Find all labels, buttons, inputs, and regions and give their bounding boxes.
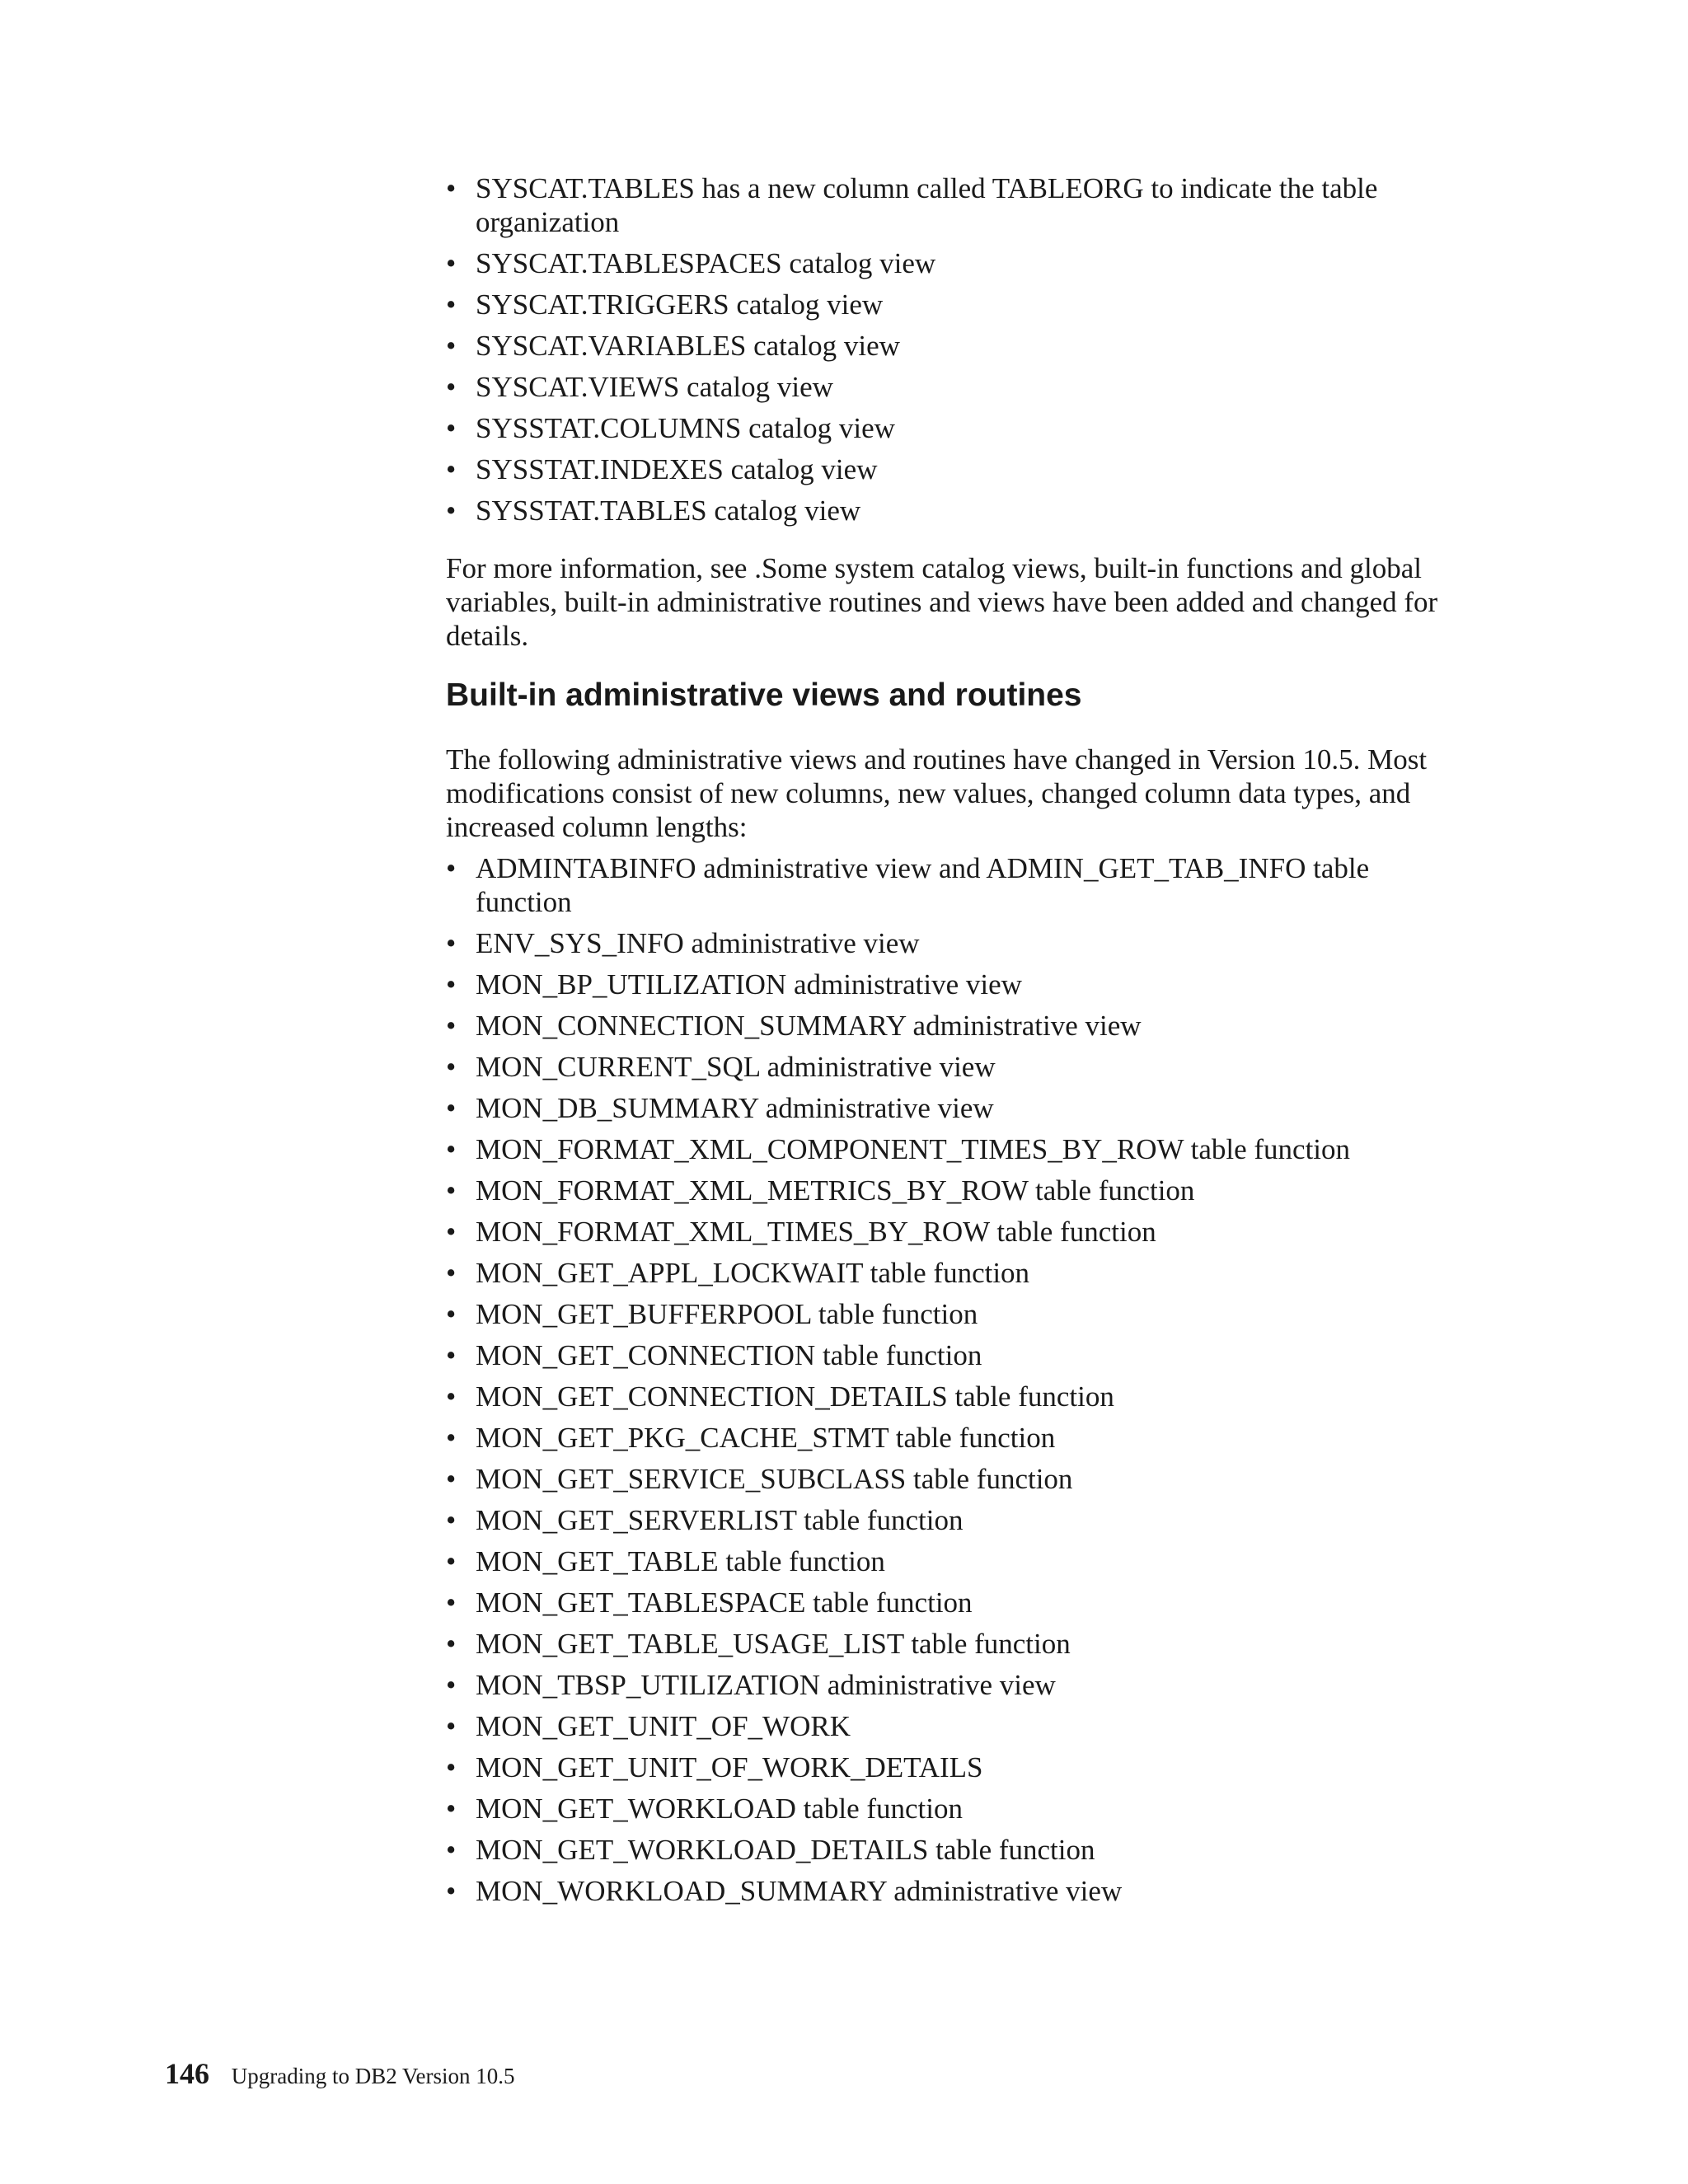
list-item-text: MON_CURRENT_SQL administrative view — [476, 1051, 996, 1083]
bullet-icon: • — [446, 927, 457, 959]
list-item — [446, 851, 1468, 919]
list-item-text: SYSCAT.TRIGGERS catalog view — [476, 288, 884, 321]
list-item — [446, 329, 1468, 363]
bullet-icon: • — [446, 288, 457, 321]
list-item-text: MON_GET_PKG_CACHE_STMT table function — [476, 1422, 1056, 1454]
list-item — [446, 1174, 1468, 1207]
bullet-icon: • — [446, 1545, 457, 1577]
list-item — [446, 1750, 1468, 1784]
list-item-text: MON_GET_TABLESPACE table function — [476, 1586, 973, 1619]
bullet-icon: • — [446, 371, 457, 403]
list-item-text: ADMINTABINFO administrative view and ADMIN_GET_TAB_INFO table function — [476, 852, 1370, 918]
admin-views-list — [446, 851, 1468, 1908]
bullet-icon: • — [446, 172, 457, 204]
bullet-icon: • — [446, 1051, 457, 1083]
list-item — [446, 171, 1468, 239]
bullet-icon: • — [446, 1257, 457, 1289]
bullet-icon: • — [446, 1628, 457, 1660]
list-item-text: MON_DB_SUMMARY administrative view — [476, 1092, 994, 1124]
bullet-icon: • — [446, 453, 457, 485]
bullet-icon: • — [446, 412, 457, 444]
list-item-text: MON_BP_UTILIZATION administrative view — [476, 968, 1022, 1001]
list-item — [446, 1050, 1468, 1084]
bullet-icon: • — [446, 1463, 457, 1495]
bullet-icon: • — [446, 1422, 457, 1454]
list-item-text: MON_GET_TABLE table function — [476, 1545, 885, 1577]
bullet-icon: • — [446, 1834, 457, 1866]
list-item — [446, 1091, 1468, 1125]
list-item-text: SYSCAT.VARIABLES catalog view — [476, 330, 900, 362]
list-item — [446, 1132, 1468, 1166]
bullet-icon: • — [446, 1875, 457, 1907]
bullet-icon: • — [446, 1710, 457, 1742]
bullet-icon: • — [446, 1010, 457, 1042]
list-item — [446, 246, 1468, 280]
list-item — [446, 1462, 1468, 1496]
bullet-icon: • — [446, 968, 457, 1001]
bullet-icon: • — [446, 1339, 457, 1371]
list-item — [446, 1380, 1468, 1413]
catalog-view-list — [446, 171, 1468, 527]
list-item-text: MON_GET_BUFFERPOOL table function — [476, 1298, 978, 1330]
list-item — [446, 1256, 1468, 1290]
list-item — [446, 968, 1468, 1001]
bullet-icon: • — [446, 1669, 457, 1701]
more-info-paragraph: For more information, see .Some system catalog views, built-in functions and global variables, built-in administrative routines and views have been added and changed for details. — [446, 552, 1438, 652]
list-item-text: MON_GET_SERVERLIST table function — [476, 1504, 964, 1536]
list-item-text: SYSSTAT.COLUMNS catalog view — [476, 412, 895, 444]
list-item-text: SYSSTAT.INDEXES catalog view — [476, 453, 878, 485]
list-item — [446, 1297, 1468, 1331]
list-item — [446, 1338, 1468, 1372]
list-item-text: MON_GET_UNIT_OF_WORK_DETAILS — [476, 1751, 983, 1783]
list-item-text: MON_GET_APPL_LOCKWAIT table function — [476, 1257, 1030, 1289]
list-item-text: MON_GET_WORKLOAD table function — [476, 1793, 964, 1825]
list-item — [446, 1215, 1468, 1249]
list-item-text: MON_GET_TABLE_USAGE_LIST table function — [476, 1628, 1071, 1660]
list-item — [446, 1544, 1468, 1578]
book-title: Upgrading to DB2 Version 10.5 — [231, 2064, 515, 2088]
list-item-text: MON_TBSP_UTILIZATION administrative view — [476, 1669, 1056, 1701]
list-item — [446, 926, 1468, 960]
page-body — [446, 171, 1468, 1915]
section-heading: Built-in administrative views and routines — [446, 677, 1082, 713]
list-item-text: MON_FORMAT_XML_METRICS_BY_ROW table function — [476, 1174, 1195, 1207]
list-item — [446, 452, 1468, 486]
list-item — [446, 1709, 1468, 1743]
list-item — [446, 288, 1468, 321]
list-item-text: MON_FORMAT_XML_TIMES_BY_ROW table function — [476, 1216, 1156, 1248]
bullet-icon: • — [446, 1793, 457, 1825]
list-item-text: MON_GET_UNIT_OF_WORK — [476, 1710, 851, 1742]
bullet-icon: • — [446, 1133, 457, 1165]
list-item — [446, 494, 1468, 527]
list-item — [446, 1503, 1468, 1537]
list-item — [446, 1833, 1468, 1867]
list-item-text: ENV_SYS_INFO administrative view — [476, 927, 920, 959]
bullet-icon: • — [446, 1298, 457, 1330]
page-footer — [165, 2057, 515, 2093]
bullet-icon: • — [446, 494, 457, 527]
list-item — [446, 1421, 1468, 1455]
list-item — [446, 1792, 1468, 1825]
list-item — [446, 411, 1468, 445]
list-item-text: MON_GET_CONNECTION table function — [476, 1339, 982, 1371]
bullet-icon: • — [446, 1751, 457, 1783]
bullet-icon: • — [446, 1380, 457, 1413]
list-item — [446, 1668, 1468, 1702]
page-number: 146 — [165, 2057, 209, 2090]
list-item — [446, 370, 1468, 404]
list-item-text: SYSCAT.TABLES has a new column called TABLEORG to indicate the table organization — [476, 172, 1378, 238]
bullet-icon: • — [446, 247, 457, 279]
list-item-text: MON_GET_CONNECTION_DETAILS table function — [476, 1380, 1114, 1413]
bullet-icon: • — [446, 1174, 457, 1207]
list-item-text: SYSCAT.VIEWS catalog view — [476, 371, 833, 403]
list-item — [446, 1586, 1468, 1619]
list-item — [446, 1874, 1468, 1908]
bullet-icon: • — [446, 1586, 457, 1619]
list-item-text: SYSSTAT.TABLES catalog view — [476, 494, 861, 527]
bullet-icon: • — [446, 1216, 457, 1248]
list-item — [446, 1009, 1468, 1043]
list-item-text: SYSCAT.TABLESPACES catalog view — [476, 247, 936, 279]
intro-paragraph: The following administrative views and routines have changed in Version 10.5. Most modifications consist of new columns, new values, changed column data types, and increased column lengths: — [446, 743, 1428, 843]
list-item — [446, 1627, 1468, 1661]
bullet-icon: • — [446, 1092, 457, 1124]
list-item-text: MON_WORKLOAD_SUMMARY administrative view — [476, 1875, 1123, 1907]
bullet-icon: • — [446, 852, 457, 884]
bullet-icon: • — [446, 1504, 457, 1536]
list-item-text: MON_CONNECTION_SUMMARY administrative view — [476, 1010, 1142, 1042]
list-item-text: MON_GET_SERVICE_SUBCLASS table function — [476, 1463, 1073, 1495]
list-item-text: MON_FORMAT_XML_COMPONENT_TIMES_BY_ROW table function — [476, 1133, 1351, 1165]
list-item-text: MON_GET_WORKLOAD_DETAILS table function — [476, 1834, 1095, 1866]
bullet-icon: • — [446, 330, 457, 362]
